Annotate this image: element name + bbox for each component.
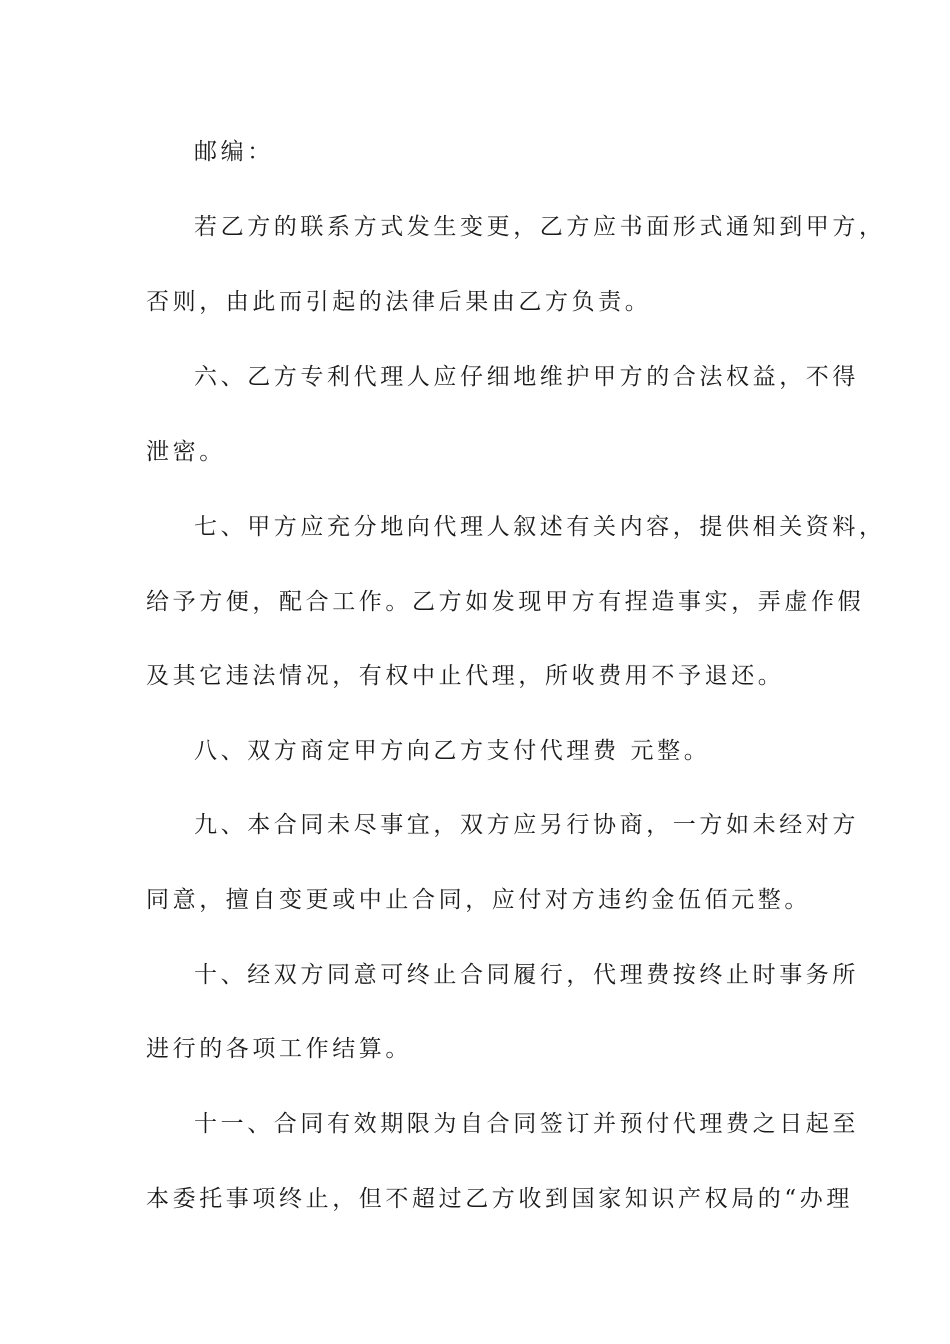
clause-7-line-3: 及其它违法情况，有权中止代理，所收费用不予退还。: [146, 663, 785, 689]
clause-6-line-2: 泄密。: [146, 439, 226, 465]
clause-6-line-1: 六、乙方专利代理人应仔细地维护甲方的合法权益，不得: [194, 364, 859, 390]
clause-8-line-1: 八、双方商定甲方向乙方支付代理费 元整。: [194, 738, 711, 764]
clause-9-line-1: 九、本合同未尽事宜，双方应另行协商，一方如未经对方: [194, 812, 859, 838]
clause-7-line-2: 给予方便，配合工作。乙方如发现甲方有捏造事实，弄虚作假: [146, 589, 865, 615]
clause-10-line-1: 十、经双方同意可终止合同履行，代理费按终止时事务所: [194, 962, 859, 988]
clause-7-line-1: 七、甲方应充分地向代理人叙述有关内容，提供相关资料，: [194, 514, 886, 540]
clause-11-line-2: 本委托事项终止，但不超过乙方收到国家知识产权局的“办理: [146, 1186, 853, 1212]
paragraph-contact-change-line-1: 若乙方的联系方式发生变更，乙方应书面形式通知到甲方，: [194, 214, 886, 240]
postcode-line: 邮编：: [194, 139, 274, 165]
clause-9-line-2: 同意，擅自变更或中止合同，应付对方违约金伍佰元整。: [146, 887, 811, 913]
clause-11-line-1: 十一、合同有效期限为自合同签订并预付代理费之日起至: [194, 1111, 859, 1137]
clause-10-line-2: 进行的各项工作结算。: [146, 1036, 412, 1062]
paragraph-contact-change-line-2: 否则，由此而引起的法律后果由乙方负责。: [146, 289, 652, 315]
